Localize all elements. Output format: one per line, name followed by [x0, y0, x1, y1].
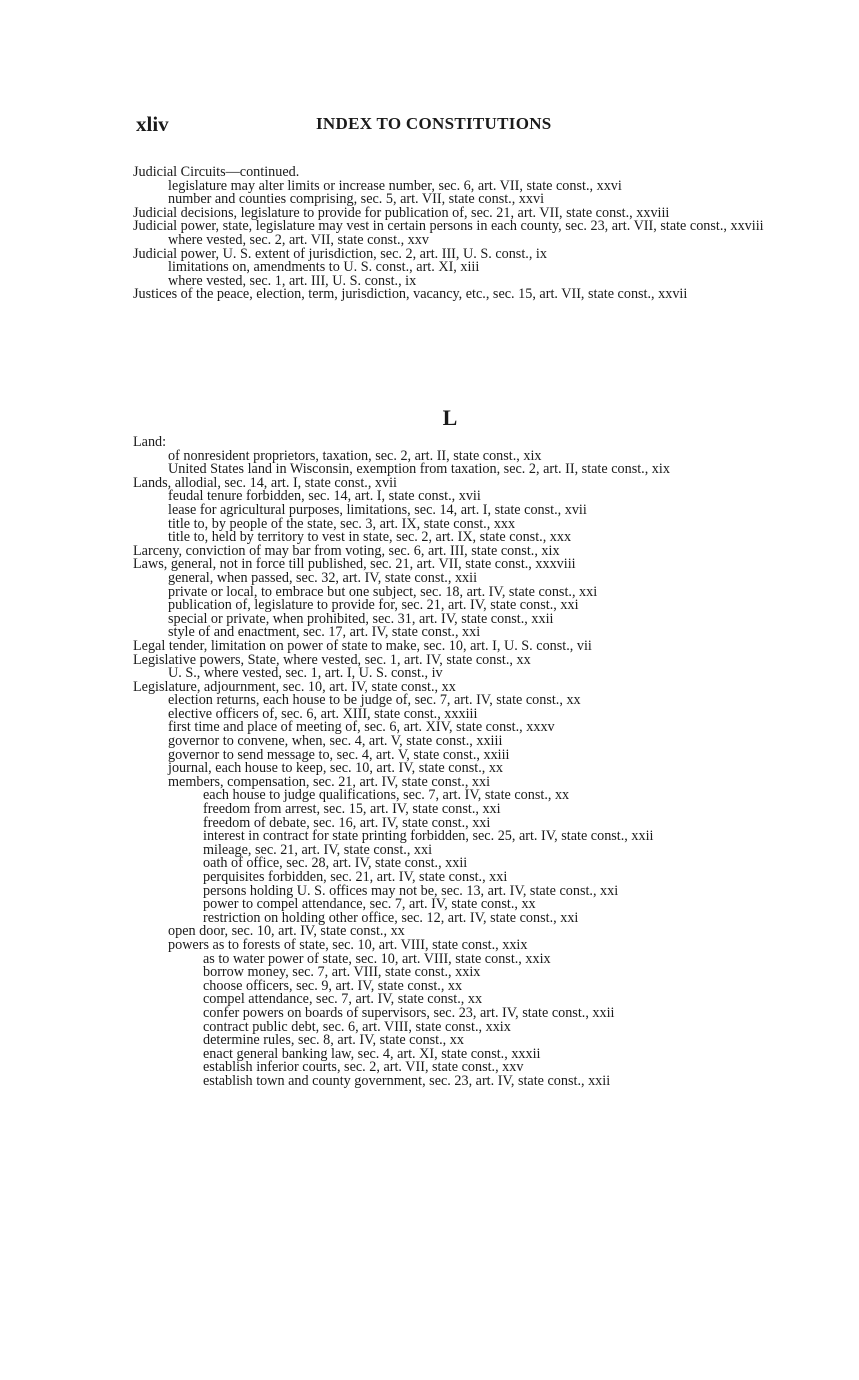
index-entry: establish town and county government, sec. 23, art. IV, state const., xxii — [203, 1072, 611, 1089]
index-entry: borrow money, sec. 7, art. VIII, state const., xxix — [203, 964, 481, 981]
index-entry: each house to judge qualifications, sec. 7, art. IV, state const., xx — [203, 787, 570, 804]
index-entry: Judicial power, state, legislature may vest in certain persons in each county, sec. 23, art. VII, state const., xxviii — [133, 218, 764, 235]
index-entry: contract public debt, sec. 6, art. VIII, state const., xxix — [203, 1018, 511, 1035]
index-entry: Land: — [133, 434, 167, 450]
page-number: xliv — [136, 112, 169, 136]
index-entry: limitations on, amendments to U. S. const., art. XI, xiii — [168, 259, 480, 276]
index-entry: Larceny, conviction of may bar from voting, sec. 6, art. III, state const., xix — [133, 542, 560, 559]
index-entry: journal, each house to keep, sec. 10, art. IV, state const., xx — [168, 760, 504, 777]
index-entry: interest in contract for state printing forbidden, sec. 25, art. IV, state const., xxii — [203, 828, 654, 845]
running-title: INDEX TO CONSTITUTIONS — [316, 114, 552, 133]
index-entry: election returns, each house to be judge of, sec. 7, art. IV, state const., xx — [168, 692, 581, 709]
index-entry: powers as to forests of state, sec. 10, art. VIII, state const., xxix — [168, 936, 528, 953]
index-entry: Legislative powers, State, where vested, sec. 1, art. IV, state const., xx — [133, 651, 531, 668]
index-entry: style of and enactment, sec. 17, art. IV, state const., xxi — [168, 624, 481, 641]
index-entry: elective officers of, sec. 6, art. XIII, state const., xxxiii — [168, 705, 478, 722]
index-entry: Justices of the peace, election, term, jurisdiction, vacancy, etc., sec. 15, art. VII, state const., xxvii — [133, 286, 688, 303]
index-entry: members, compensation, sec. 21, art. IV, state const., xxi — [168, 773, 491, 790]
index-entry: mileage, sec. 21, art. IV, state const., xxi — [203, 841, 433, 858]
index-entry: persons holding U. S. offices may not be, sec. 13, art. IV, state const., xxi — [203, 882, 619, 899]
index-entry: Laws, general, not in force till published, sec. 21, art. VII, state const., xxxviii — [133, 556, 576, 573]
index-entry: general, when passed, sec. 32, art. IV, state const., xxii — [168, 569, 478, 586]
index-entry: oath of office, sec. 28, art. IV, state const., xxii — [203, 855, 468, 872]
index-entry: legislature may alter limits or increase number, sec. 6, art. VII, state const., xxvi — [168, 177, 622, 194]
index-entry: where vested, sec. 1, art. III, U. S. const., ix — [168, 272, 417, 289]
index-entry: where vested, sec. 2, art. VII, state const., xxv — [168, 231, 429, 248]
index-entry: United States land in Wisconsin, exemption from taxation, sec. 2, art. II, state const., xix — [168, 461, 670, 478]
index-entry: first time and place of meeting of, sec. 6, art. XIV, state const., xxxv — [168, 719, 555, 736]
index-entry: as to water power of state, sec. 10, art. VIII, state const., xxix — [203, 950, 551, 967]
index-section-j-continued — [133, 166, 767, 302]
index-entry: freedom from arrest, sec. 15, art. IV, state const., xxi — [203, 801, 501, 818]
index-entry: of nonresident proprietors, taxation, sec. 2, art. II, state const., xix — [168, 447, 542, 464]
index-entry: special or private, when prohibited, sec. 31, art. IV, state const., xxii — [168, 610, 554, 627]
index-entry: enact general banking law, sec. 4, art. XI, state const., xxxii — [203, 1045, 541, 1062]
index-entry: freedom of debate, sec. 16, art. IV, state const., xxi — [203, 814, 491, 831]
index-entry: Judicial decisions, legislature to provide for publication of, sec. 21, art. VII, state const., xxviii — [133, 204, 670, 221]
index-entry: confer powers on boards of supervisors, sec. 23, art. IV, state const., xxii — [203, 1004, 615, 1021]
index-entry: establish inferior courts, sec. 2, art. VII, state const., xxv — [203, 1059, 524, 1076]
index-entry: feudal tenure forbidden, sec. 14, art. I, state const., xvii — [168, 488, 481, 505]
index-entry: Lands, allodial, sec. 14, art. I, state const., xvii — [133, 474, 397, 491]
index-entry: title to, held by territory to vest in state, sec. 2, art. IX, state const., xxx — [168, 529, 572, 546]
index-entry: U. S., where vested, sec. 1, art. I, U. S. const., iv — [168, 665, 443, 682]
index-entry: title to, by people of the state, sec. 3, art. IX, state const., xxx — [168, 515, 516, 532]
index-entry: open door, sec. 10, art. IV, state const., xx — [168, 923, 405, 940]
index-entry: choose officers, sec. 9, art. IV, state const., xx — [203, 977, 463, 994]
index-entry: number and counties comprising, sec. 5, art. VII, state const., xxvi — [168, 191, 545, 208]
index-entry: Judicial Circuits—continued. — [133, 164, 300, 180]
index-entry: perquisites forbidden, sec. 21, art. IV, state const., xxi — [203, 869, 508, 885]
index-entry: Judicial power, U. S. extent of jurisdiction, sec. 2, art. III, U. S. const., ix — [133, 245, 547, 262]
index-entry: compel attendance, sec. 7, art. IV, state const., xx — [203, 991, 483, 1008]
index-entry: private or local, to embrace but one subject, sec. 18, art. IV, state const., xxi — [168, 583, 598, 600]
index-entry: power to compel attendance, sec. 7, art. IV, state const., xx — [203, 896, 536, 913]
index-entry: lease for agricultural purposes, limitations, sec. 14, art. I, state const., xvii — [168, 501, 587, 518]
index-entry: Legislature, adjournment, sec. 10, art. IV, state const., xx — [133, 678, 456, 695]
page-header — [136, 112, 766, 136]
index-section-l — [133, 436, 767, 1089]
index-entry: Legal tender, limitation on power of state to make, sec. 10, art. I, U. S. const., vii — [133, 637, 592, 654]
index-entry: governor to convene, when, sec. 4, art. V, state const., xxiii — [168, 733, 503, 750]
index-entry: publication of, legislature to provide for, sec. 21, art. IV, state const., xxi — [168, 597, 579, 614]
section-letter-heading: L — [442, 405, 458, 430]
index-entry: governor to send message to, sec. 4, art. V, state const., xxiii — [168, 746, 510, 763]
index-entry: restriction on holding other office, sec. 12, art. IV, state const., xxi — [203, 909, 579, 926]
index-entry: determine rules, sec. 8, art. IV, state const., xx — [203, 1032, 464, 1049]
